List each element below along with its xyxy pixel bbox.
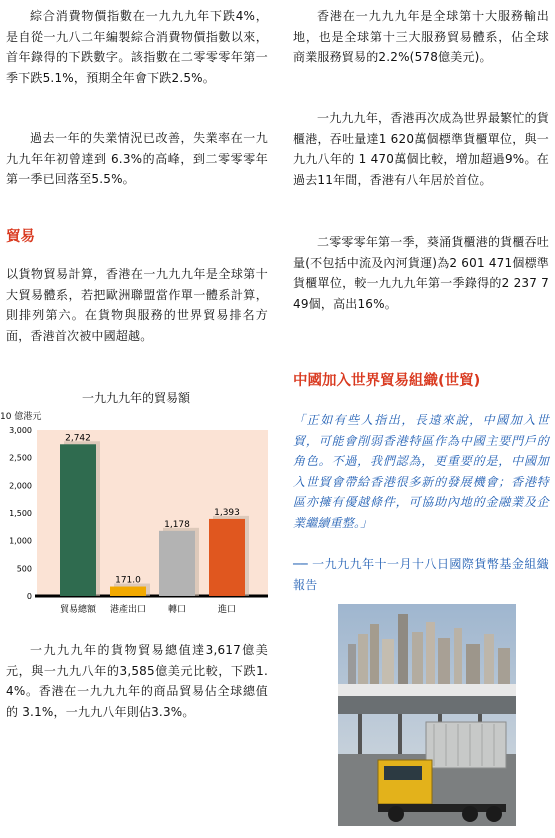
bar-value-label: 1,393: [214, 507, 240, 518]
unemployment-paragraph: 過去一年的失業情況已改善，失業率在一九九九年年初曾達到 6.3%的高峰，到二零零零年第一季已回落至5.5%。: [6, 131, 268, 186]
container-port-paragraph: 一九九九年，香港再次成為世界最繁忙的貨櫃港，吞吐量達1 620萬個標準貨櫃單位，與一九九八年的 1 470萬個比較，增加超過9%。在過去11年間，香港有八年居於首位。: [293, 111, 549, 187]
y-tick-label: 0: [26, 592, 32, 601]
services-paragraph: 香港在一九九九年是全球第十大服務輸出地，也是全球第十三大服務貿易體系，佔全球商業服務貿易的2.2%(578億美元)。: [293, 9, 549, 64]
y-tick-label: 500: [16, 564, 32, 574]
bar-3: [209, 519, 245, 596]
bar-value-label: 2,742: [65, 433, 91, 444]
imf-quote-source: ── 一九九九年十一月十八日國際貨幣基金組織報告: [293, 557, 549, 592]
bar-0: [60, 444, 96, 596]
chart-y-unit: 10 億港元: [0, 412, 42, 422]
trade-bar-chart: [0, 418, 275, 618]
trade-paragraph: 以貨物貿易計算，香港在一九九九年是全球第十大貿易體系，若把歐洲聯盟當作單一體系計算，則排列第六。在貨物與服務的世界貿易排名方面，香港首次被中國超越。: [6, 267, 268, 343]
bar-1: [110, 587, 146, 596]
category-label: 進口: [217, 605, 237, 615]
category-label: 港產出口: [109, 605, 147, 615]
container-port-photo: [338, 604, 516, 826]
bar-value-label: 171.0: [115, 575, 141, 586]
kwai-chung-paragraph: 二零零零年第一季，葵涌貨櫃港的貨櫃吞吐量(不包括中流及內河貨運)為2 601 471個標準貨櫃單位，較一九九九年第一季錄得的2 237 749個，高出16%。: [293, 235, 549, 311]
wto-heading: 中國加入世界貿易組織(世貿): [293, 373, 481, 389]
bar-value-label: 1,178: [164, 519, 190, 530]
bar-2: [159, 531, 195, 596]
imf-quote: 「正如有些人指出，長遠來說，中國加入世貿，可能會削弱香港特區作為中國主要門戶的角色。不過，我們認為，更重要的是，中國加入世貿會帶給香港很多新的發展機會；香港特區亦擁有優越條件，可協助內地的金融業及企業繼續重整。」: [293, 413, 549, 530]
y-tick-label: 1,000: [9, 536, 32, 546]
goods-trade-paragraph: 一九九九年的貨物貿易總值達3,617億美元，與一九九八年的3,585億美元比較，下跌1.4%。香港在一九九九年的商品貿易佔全球總值的 3.1%，一九九八年則佔3.3%。: [6, 643, 268, 719]
category-label: 貿易總額: [59, 605, 97, 615]
chart-title: 一九九九年的貿易額: [82, 391, 191, 405]
y-tick-label: 2,500: [9, 453, 32, 463]
cpi-paragraph: 綜合消費物價指數在一九九九年下跌4%，是自從一九八二年編製綜合消費物價指數以來，首年錄得的下跌數字。該指數在二零零零年第一季下跌5.1%，預期全年會下跌2.5%。: [6, 9, 268, 85]
y-tick-label: 3,000: [9, 426, 32, 435]
y-tick-label: 2,000: [9, 481, 32, 491]
trade-heading: 貿易: [6, 229, 35, 245]
y-tick-label: 1,500: [9, 509, 32, 518]
category-label: 轉口: [167, 605, 187, 615]
